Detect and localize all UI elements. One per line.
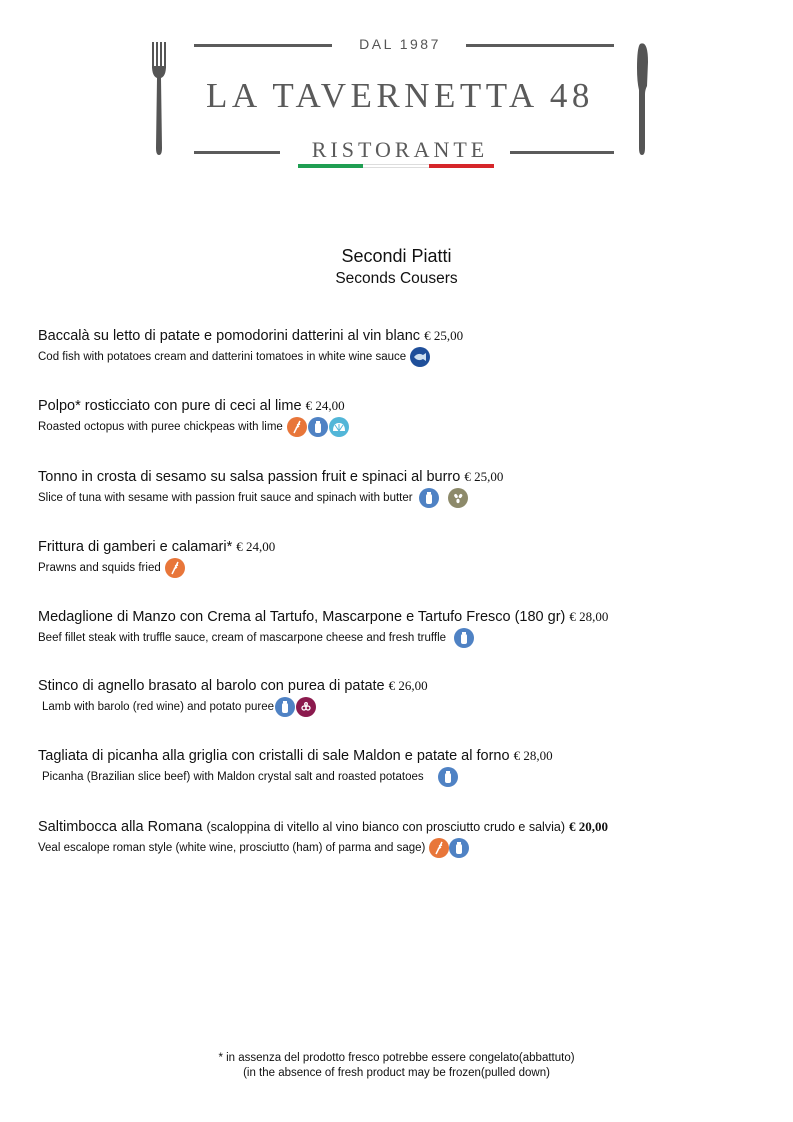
sulphite-icon: [296, 697, 316, 717]
footnote-english: (in the absence of fresh product may be frozen(pulled down): [243, 1067, 550, 1079]
brand-subtitle: RISTORANTE: [311, 137, 489, 162]
dairy-icon: [419, 488, 439, 508]
flag-green: [298, 164, 363, 168]
dish-description: Roasted octopus with puree chickpeas with lime: [38, 421, 283, 433]
flag-white: [363, 164, 428, 168]
gluten-icon: [165, 558, 185, 578]
flag-red: [429, 164, 494, 168]
menu-item: [38, 327, 463, 367]
dish-description: Lamb with barolo (red wine) and potato puree: [42, 701, 275, 713]
menu-item: [38, 677, 428, 717]
menu-item: [38, 468, 503, 508]
dish-name: Baccalà su letto di patate e pomodorini datterini al vin blanc: [38, 328, 421, 344]
menu-item: [38, 818, 608, 858]
menu-item: [38, 608, 608, 648]
knife-icon: [636, 42, 650, 158]
dish-name: Stinco di agnello brasato al barolo con purea di patate: [38, 678, 385, 694]
menu-item: [38, 747, 553, 787]
dish-price: € 25,00: [464, 469, 504, 484]
footnote-italian: * in assenza del prodotto fresco potrebbe essere congelato(abbattuto): [218, 1052, 575, 1064]
dish-name: Saltimbocca alla Romana: [38, 819, 203, 835]
mollusc-icon: [329, 417, 349, 437]
dish-description: Veal escalope roman style (white wine, prosciutto (ham) of parma and sage): [38, 842, 426, 854]
dish-name: Polpo* rosticciato con pure di ceci al lime: [38, 398, 302, 414]
gluten-icon: [429, 838, 449, 858]
menu-item: [38, 538, 275, 578]
dish-name: Frittura di gamberi e calamari*: [38, 539, 233, 555]
gluten-icon: [287, 417, 307, 437]
dairy-icon: [449, 838, 469, 858]
menu-item: [38, 397, 350, 437]
dish-description: Slice of tuna with sesame with passion fruit sauce and spinach with butter: [38, 492, 413, 504]
dish-price: € 26,00: [388, 678, 428, 693]
dish-price: € 24,00: [305, 398, 345, 413]
dish-price: € 25,00: [424, 328, 464, 343]
dairy-icon: [275, 697, 295, 717]
sesame-icon: [448, 488, 468, 508]
dish-description: Cod fish with potatoes cream and datterini tomatoes in white wine sauce: [38, 351, 407, 363]
restaurant-logo: [140, 30, 660, 180]
dairy-icon: [308, 417, 328, 437]
dish-price: € 28,00: [513, 748, 553, 763]
dairy-icon: [438, 767, 458, 787]
dish-description: Beef fillet steak with truffle sauce, cream of mascarpone cheese and fresh truffle: [38, 632, 447, 644]
dish-name: Tagliata di picanha alla griglia con cristalli di sale Maldon e patate al forno: [38, 748, 510, 764]
fish-icon: [410, 347, 430, 367]
dairy-icon: [454, 628, 474, 648]
dish-name: Tonno in crosta di sesamo su salsa passion fruit e spinaci al burro: [38, 469, 461, 485]
dish-name-note: (scaloppina di vitello al vino bianco con prosciutto crudo e salvia): [206, 820, 565, 834]
section-title: Secondi Piatti: [341, 246, 452, 266]
dish-name: Medaglione di Manzo con Crema al Tartufo, Mascarpone e Tartufo Fresco (180 gr): [38, 609, 566, 625]
dish-price: € 28,00: [569, 609, 609, 624]
italian-flag-stripe: [298, 164, 494, 168]
dish-price: € 24,00: [236, 539, 276, 554]
dish-description: Picanha (Brazilian slice beef) with Maldon crystal salt and roasted potatoes: [42, 771, 424, 783]
brand-name: LA TAVERNETTA 48: [206, 76, 594, 115]
since-label: DAL 1987: [359, 36, 441, 52]
dish-price: € 20,00: [569, 819, 609, 834]
section-subtitle: Seconds Cousers: [335, 270, 458, 287]
dish-description: Prawns and squids fried: [38, 562, 161, 574]
